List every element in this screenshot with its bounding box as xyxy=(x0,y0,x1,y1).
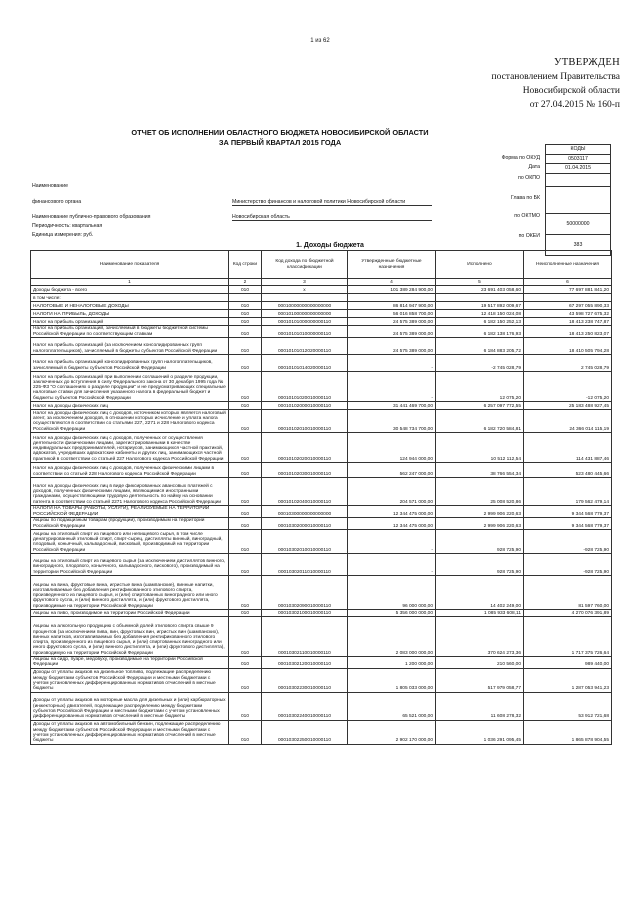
table-cell-name: Налог на доходы физических лиц в виде фиксированных авансовых платежей с доходов, полученных физическими лицами, являющимися иностранными гражданами, осуществляющими трудовую деятельность по найму на основании патента в соответствии со статьей 2271 Налогового кодекса Российской Федерации xyxy=(31,478,229,506)
table-cell-line: 010 xyxy=(229,338,262,355)
table-cell-executed: 38 766 554,34 xyxy=(436,463,524,478)
table-row xyxy=(31,433,612,463)
table-cell-executed: 6 184 883 205,72 xyxy=(436,338,524,355)
table-row xyxy=(31,372,612,402)
table-cell-name: Налог на прибыль организаций при выполнении соглашений о разделе продукции, заключенных до вступления в силу Федерального закона от 30 декабря 1995 года № 225-ФЗ "О соглашениях о разделе продукции" и не предусматривающих специальные налоговые ставки для зачисления указанного налога в федеральный бюджет и бюджеты субъектов Российской Федерации xyxy=(31,372,229,402)
approval-line: Новосибирской области xyxy=(522,86,620,96)
table-cell-unexec: 1 865 878 904,55 xyxy=(524,720,612,744)
table-row xyxy=(31,518,612,530)
table-cell-approved: 204 571 000,00 xyxy=(348,478,436,506)
table-cell-approved: 124 944 000,00 xyxy=(348,433,436,463)
table-cell-executed: 6 182 720 584,81 xyxy=(436,410,524,433)
table-cell-executed: 6 182 138 176,93 xyxy=(436,326,524,338)
table-cell-name: НАЛОГИ НА ТОВАРЫ (РАБОТЫ, УСЛУГИ), РЕАЛИЗУЕМЫЕ НА ТЕРРИТОРИИ РОССИЙСКОЙ ФЕДЕРАЦИИ xyxy=(31,506,229,518)
table-cell-approved: 2 083 000 000,00 xyxy=(348,617,436,657)
table-cell-code: 00010102010010000110 xyxy=(262,410,348,433)
table-cell-name: в том числе: xyxy=(31,294,229,302)
table-cell-unexec: 77 697 881 841,20 xyxy=(524,286,612,294)
table-cell-unexec: 81 597 760,00 xyxy=(524,576,612,610)
okei-label: по ОКЕИ xyxy=(518,233,540,239)
table-cell-approved: 2 902 170 000,00 xyxy=(348,720,436,744)
table-cell-unexec: 1 287 053 941,23 xyxy=(524,668,612,692)
table-cell-line: 010 xyxy=(229,326,262,338)
approval-line: постановлением Правительства xyxy=(491,72,620,82)
table-cell-approved: 65 521 000,00 xyxy=(348,692,436,720)
table-cell-code: 00010302100010000110 xyxy=(262,610,348,617)
table-cell-unexec: 9 344 568 779,37 xyxy=(524,506,612,518)
okpo-label: по ОКПО xyxy=(518,175,540,181)
table-cell-approved: 5 356 000 000,00 xyxy=(348,610,436,617)
table-cell-approved: 24 575 389 000,00 xyxy=(348,318,436,326)
table-cell-line: 010 xyxy=(229,372,262,402)
table-cell-name: Налог на прибыль организаций, зачисляемый в бюджеты бюджетной системы Российской Федерации по соответствующим ставкам xyxy=(31,326,229,338)
table-cell-unexec: 67 297 055 890,33 xyxy=(524,302,612,310)
table-cell-unexec: -12 075,20 xyxy=(524,372,612,402)
table-row xyxy=(31,610,612,617)
table-cell-unexec: 18 413 250 823,07 xyxy=(524,326,612,338)
table-cell-name: Налог на доходы физических лиц с доходов, полученных от осуществления деятельности физическими лицами, зарегистрированными в качестве индивидуальных предпринимателей, нотариусов, занимающихся частной практикой, адвокатов, учредивших адвокатские кабинеты и других лиц, занимающихся частной практикой в соответствии со статьей 227 Налогового кодекса Российской Федерации xyxy=(31,433,229,463)
table-cell-executed: 19 517 892 009,67 xyxy=(436,302,524,310)
table-cell-name: Акцизы на алкогольную продукцию с объемной долей этилового спирта свыше 9 процентов (за исключением пива, вин, фруктовых вин, игристых вин (шампанских), винных напитков, изготавливаемых без добавления ректификованного этилового спирта, произведенного из пищевого сырья, и (или) спиртованных виноградного или иного фруктового сусла, и (или) винного дистиллята, и (или) фруктового дистиллята), производимую на территории Российской Федерации xyxy=(31,617,229,657)
table-cell-code: 00010101014020000110 xyxy=(262,355,348,372)
table-cell-line: 010 xyxy=(229,530,262,554)
table-cell-name: Налог на прибыль организаций консолидированных групп налогоплательщиков, зачисляемый в бюджеты субъектов Российской Федерации xyxy=(31,355,229,372)
table-cell-approved: 12 344 475 000,00 xyxy=(348,506,436,518)
table-cell-executed: 11 608 278,32 xyxy=(436,692,524,720)
table-cell-name: Акцизы на этиловый спирт из пищевого или непищевого сырья, в том числе денатурированный этиловый спирт, спирт-сырец, дистилляты винный, виноградный, плодовый, коньячный, кальвадосный, висковый, производимый на территории Российской Федерации xyxy=(31,530,229,554)
table-row xyxy=(31,692,612,720)
table-cell-code: 00010102020010000110 xyxy=(262,433,348,463)
table-cell-unexec xyxy=(524,294,612,302)
table-cell-code: 00010302010010000110 xyxy=(262,530,348,554)
table-row xyxy=(31,463,612,478)
table-cell-unexec: 43 598 727 675,32 xyxy=(524,310,612,318)
table-cell-executed: 6 182 150 252,13 xyxy=(436,318,524,326)
table-row xyxy=(31,318,612,326)
date-label: Дата xyxy=(528,164,540,170)
table-cell-code: 00010102000010000110 xyxy=(262,402,348,410)
table-cell-approved: - xyxy=(348,530,436,554)
table-cell-code: 00010302240010000110 xyxy=(262,692,348,720)
table-cell-code: 00010102030010000110 xyxy=(262,463,348,478)
table-cell-code: 00010300000000000000 xyxy=(262,506,348,518)
table-cell-unexec: 18 413 238 747,87 xyxy=(524,318,612,326)
table-cell-name: Налог на доходы физических лиц с доходов, полученных физическими лицами в соответствии со статьей 228 Налогового кодекса Российской Федерации xyxy=(31,463,229,478)
table-cell-executed: 1 085 933 608,11 xyxy=(436,610,524,617)
table-cell-code: 00010000000000000000 xyxy=(262,302,348,310)
table-cell-line: 010 xyxy=(229,463,262,478)
table-cell-line: 010 xyxy=(229,318,262,326)
table-cell-line: 010 xyxy=(229,355,262,372)
naim-label: Наименование xyxy=(32,183,68,189)
codes-table xyxy=(545,144,611,256)
table-cell-approved: 24 575 389 000,00 xyxy=(348,326,436,338)
table-cell-executed: 25 008 520,86 xyxy=(436,478,524,506)
table-cell-line: 010 xyxy=(229,576,262,610)
table-cell-unexec: 53 912 721,68 xyxy=(524,692,612,720)
col-number: 4 xyxy=(348,279,436,286)
table-row xyxy=(31,286,612,294)
col-header-approved: Утвержденные бюджетные назначения xyxy=(348,251,436,279)
table-row xyxy=(31,720,612,744)
table-cell-approved: 86 814 947 900,00 xyxy=(348,302,436,310)
table-cell-code: 00010101000000000110 xyxy=(262,318,348,326)
table-cell-name: Акцизы по подакцизным товарам (продукции), производимым на территории Российской Федерации xyxy=(31,518,229,530)
budget-label: Наименование публично-правового образования xyxy=(32,214,151,220)
table-cell-executed: 23 691 403 058,60 xyxy=(436,286,524,294)
table-cell-name: НАЛОГИ НА ПРИБЫЛЬ, ДОХОДЫ xyxy=(31,310,229,318)
table-cell-line: 010 xyxy=(229,310,262,318)
table-cell-executed: 12 418 150 024,08 xyxy=(436,310,524,318)
fin-organ-value: Министерство финансов и налоговой политики Новосибирской области xyxy=(232,199,432,206)
col-header-executed: Исполнено xyxy=(436,251,524,279)
col-header-income-code: Код дохода по бюджетной классификации xyxy=(262,251,348,279)
table-cell-executed: 370 624 273,36 xyxy=(436,617,524,657)
table-cell-line: 010 xyxy=(229,478,262,506)
glava-label: Глава по БК xyxy=(510,195,540,201)
col-number: 2 xyxy=(229,279,262,286)
col-header-line-code: Код строки xyxy=(229,251,262,279)
date-value: 01.04.2015 xyxy=(546,164,611,174)
income-table-body xyxy=(31,286,612,745)
okei-value: 383 xyxy=(546,234,611,255)
table-cell-executed: -2 745 028,79 xyxy=(436,355,524,372)
table-cell-name: Доходы от уплаты акцизов на моторные масла для дизельных и (или) карбюраторных (инжекторных) двигателей, подлежащие распределению между бюджетами субъектов Российской Федерации и местными бюджетами с учетом установленных дифференцированных нормативов отчислений в местные бюджеты xyxy=(31,692,229,720)
table-cell-line: 010 xyxy=(229,518,262,530)
report-title xyxy=(70,128,490,148)
table-cell-unexec: -928 725,90 xyxy=(524,530,612,554)
table-cell-code: 00010102040010000110 xyxy=(262,478,348,506)
oktmo-label: по ОКТМО xyxy=(514,213,540,219)
table-cell-unexec: 24 366 014 115,19 xyxy=(524,410,612,433)
table-cell-unexec: 9 344 568 779,37 xyxy=(524,518,612,530)
table-row xyxy=(31,478,612,506)
table-cell-executed: 2 999 906 220,63 xyxy=(436,518,524,530)
table-row xyxy=(31,530,612,554)
table-cell-executed: 12 075,20 xyxy=(436,372,524,402)
approval-date: от 27.04.2015 № 160-п xyxy=(529,100,620,110)
table-cell-approved: - xyxy=(348,355,436,372)
table-row xyxy=(31,294,612,302)
table-cell-code: 00010302090010000110 xyxy=(262,576,348,610)
table-cell-name: Налог на доходы физических лиц с доходов, источником которых является налоговый агент, за исключением доходов, в отношении которых исчисление и уплата налога осуществляются в соответствии со статьями 227, 2271 и 228 Налогового кодекса Российской Федерации xyxy=(31,410,229,433)
okud-label: Форма по ОКУД xyxy=(501,155,540,161)
table-cell-executed: 6 257 097 772,55 xyxy=(436,402,524,410)
table-cell-approved xyxy=(348,294,436,302)
oktmo-value: 50000000 xyxy=(546,213,611,234)
table-cell-code xyxy=(262,294,348,302)
col-number: 5 xyxy=(436,279,524,286)
table-cell-code: 00010101012020000110 xyxy=(262,338,348,355)
table-cell-executed: 10 512 112,54 xyxy=(436,433,524,463)
table-cell-approved: 12 344 475 000,00 xyxy=(348,518,436,530)
table-cell-line: 010 xyxy=(229,410,262,433)
table-cell-name: Акцизы на этиловый спирт из пищевого сырья (за исключением дистиллятов винного, виноградного, плодового, коньячного, кальвадосного, вискового), производимый на территории Российской Федерации xyxy=(31,554,229,576)
table-cell-line: 010 xyxy=(229,657,262,669)
table-row xyxy=(31,310,612,318)
table-cell-name: Доходы от уплаты акцизов на дизельное топливо, подлежащие распределению между бюджетами субъектов Российской Федерации и местными бюджетами с учетом установленных дифференцированных нормативов отчислений в местные бюджеты xyxy=(31,668,229,692)
table-cell-approved: - xyxy=(348,372,436,402)
table-cell-name: Акцизы на пиво, производимое на территории Российской Федерации xyxy=(31,610,229,617)
table-cell-unexec: 25 183 488 927,45 xyxy=(524,402,612,410)
table-cell-name: Акцизы на вина, фруктовые вина, игристые вина (шампанские), винные напитки, изготавливаемые без добавления ректификованного этилового спирта, произведенного из пищевого сырья, и (или) спиртованных виноградного или иного фруктового сусла, и (или) винного дистиллята, и (или) фруктового дистиллята, производимые на территории Российской Федерации xyxy=(31,576,229,610)
col-header-unexecuted: Неисполненные назначения xyxy=(524,251,612,279)
table-cell-code: 00010302120010000110 xyxy=(262,657,348,669)
col-header-name: Наименование показателя xyxy=(31,251,229,279)
table-row xyxy=(31,338,612,355)
table-cell-name: Акцизы на сидр, пуаре, медовуху, производимые на территории Российской Федерации xyxy=(31,657,229,669)
table-cell-name: НАЛОГОВЫЕ И НЕНАЛОГОВЫЕ ДОХОДЫ xyxy=(31,302,229,310)
table-cell-executed xyxy=(436,294,524,302)
table-cell-code: 00010302110010000110 xyxy=(262,617,348,657)
table-row xyxy=(31,326,612,338)
table-cell-code: 00010302250010000110 xyxy=(262,720,348,744)
okpo-value xyxy=(546,173,611,186)
table-cell-name: Доходы от уплаты акцизов на автомобильный бензин, подлежащие распределению между бюджетами субъектов Российской Федерации и местными бюджетами с учетом установленных дифференцированных нормативов отчислений в местные бюджеты xyxy=(31,720,229,744)
table-row xyxy=(31,402,612,410)
table-cell-unexec: 18 410 505 794,28 xyxy=(524,338,612,355)
table-cell-line: 010 xyxy=(229,720,262,744)
budget-value: Новосибирская область xyxy=(232,214,432,221)
table-cell-unexec: 989 440,00 xyxy=(524,657,612,669)
col-number: 3 xyxy=(262,279,348,286)
report-title-line: ЗА ПЕРВЫЙ КВАРТАЛ 2015 ГОДА xyxy=(218,138,342,147)
table-cell-code: 00010101020010000110 xyxy=(262,372,348,402)
table-cell-approved: 96 000 000,00 xyxy=(348,576,436,610)
table-cell-executed: 928 725,90 xyxy=(436,554,524,576)
table-cell-line xyxy=(229,294,262,302)
unit-label: Единица измерения: руб. xyxy=(32,232,94,238)
table-row xyxy=(31,617,612,657)
table-cell-code: 00010101010000000110 xyxy=(262,326,348,338)
approval-block xyxy=(400,56,620,112)
table-cell-approved: 101 389 284 900,00 xyxy=(348,286,436,294)
table-cell-line: 010 xyxy=(229,402,262,410)
table-cell-unexec: 179 562 479,14 xyxy=(524,478,612,506)
table-cell-executed: 210 560,00 xyxy=(436,657,524,669)
table-cell-unexec: -928 725,90 xyxy=(524,554,612,576)
table-cell-executed: 2 999 906 220,63 xyxy=(436,506,524,518)
table-cell-unexec: 523 480 445,66 xyxy=(524,463,612,478)
table-row xyxy=(31,576,612,610)
income-table xyxy=(30,250,612,745)
period-label: Периодичность: квартальная xyxy=(32,223,103,229)
okud-value: 0503117 xyxy=(546,154,611,164)
table-row xyxy=(31,355,612,372)
table-cell-code: 00010302230010000110 xyxy=(262,668,348,692)
table-cell-approved: 1 200 000,00 xyxy=(348,657,436,669)
table-cell-approved: 31 441 469 700,00 xyxy=(348,402,436,410)
table-cell-unexec: 114 431 887,46 xyxy=(524,433,612,463)
table-cell-name: Налог на доходы физических лиц xyxy=(31,402,229,410)
codes-header: КОДЫ xyxy=(546,145,611,155)
table-cell-name: Налог на прибыль организаций xyxy=(31,318,229,326)
table-cell-unexec: 4 270 076 391,89 xyxy=(524,610,612,617)
fin-organ-label: финансового органа xyxy=(32,199,82,205)
col-number: 1 xyxy=(31,279,229,286)
table-cell-line: 010 xyxy=(229,286,262,294)
table-cell-executed: 928 725,90 xyxy=(436,530,524,554)
page-number: 1 из 62 xyxy=(310,38,330,44)
table-cell-line: 010 xyxy=(229,506,262,518)
table-cell-line: 010 xyxy=(229,302,262,310)
table-cell-code: 00010302000010000110 xyxy=(262,518,348,530)
table-cell-line: 010 xyxy=(229,554,262,576)
table-cell-approved: - xyxy=(348,554,436,576)
table-cell-code: 00010302011010000110 xyxy=(262,554,348,576)
table-cell-line: 010 xyxy=(229,617,262,657)
table-cell-unexec: 2 745 028,79 xyxy=(524,355,612,372)
report-title-line: ОТЧЕТ ОБ ИСПОЛНЕНИИ ОБЛАСТНОГО БЮДЖЕТА НОВОСИБИРСКОЙ ОБЛАСТИ xyxy=(131,128,429,137)
table-row xyxy=(31,410,612,433)
table-row xyxy=(31,657,612,669)
table-cell-approved: 562 247 000,00 xyxy=(348,463,436,478)
section-title: 1. Доходы бюджета xyxy=(296,242,364,249)
table-cell-name: Доходы бюджета - всего xyxy=(31,286,229,294)
table-cell-line: 010 xyxy=(229,610,262,617)
col-number: 6 xyxy=(524,279,612,286)
table-cell-approved: 1 805 033 000,00 xyxy=(348,668,436,692)
glava-value xyxy=(546,186,611,213)
table-row xyxy=(31,302,612,310)
table-cell-approved: 24 575 389 000,00 xyxy=(348,338,436,355)
table-cell-executed: 517 979 058,77 xyxy=(436,668,524,692)
table-cell-name: Налог на прибыль организаций (за исключением консолидированных групп налогоплательщиков), зачисляемый в бюджеты субъектов Российской Федерации xyxy=(31,338,229,355)
table-row xyxy=(31,554,612,576)
table-row xyxy=(31,668,612,692)
table-cell-line: 010 xyxy=(229,668,262,692)
table-cell-code: 00010100000000000000 xyxy=(262,310,348,318)
table-cell-code: x xyxy=(262,286,348,294)
table-cell-line: 010 xyxy=(229,433,262,463)
table-cell-executed: 14 402 249,00 xyxy=(436,576,524,610)
table-cell-line: 010 xyxy=(229,692,262,720)
table-row xyxy=(31,506,612,518)
table-cell-approved: 30 548 734 700,00 xyxy=(348,410,436,433)
table-cell-approved: 56 016 858 700,00 xyxy=(348,310,436,318)
table-cell-executed: 1 036 291 095,45 xyxy=(436,720,524,744)
approval-heading: УТВЕРЖДЕН xyxy=(553,57,620,68)
table-cell-unexec: 1 717 375 726,64 xyxy=(524,617,612,657)
